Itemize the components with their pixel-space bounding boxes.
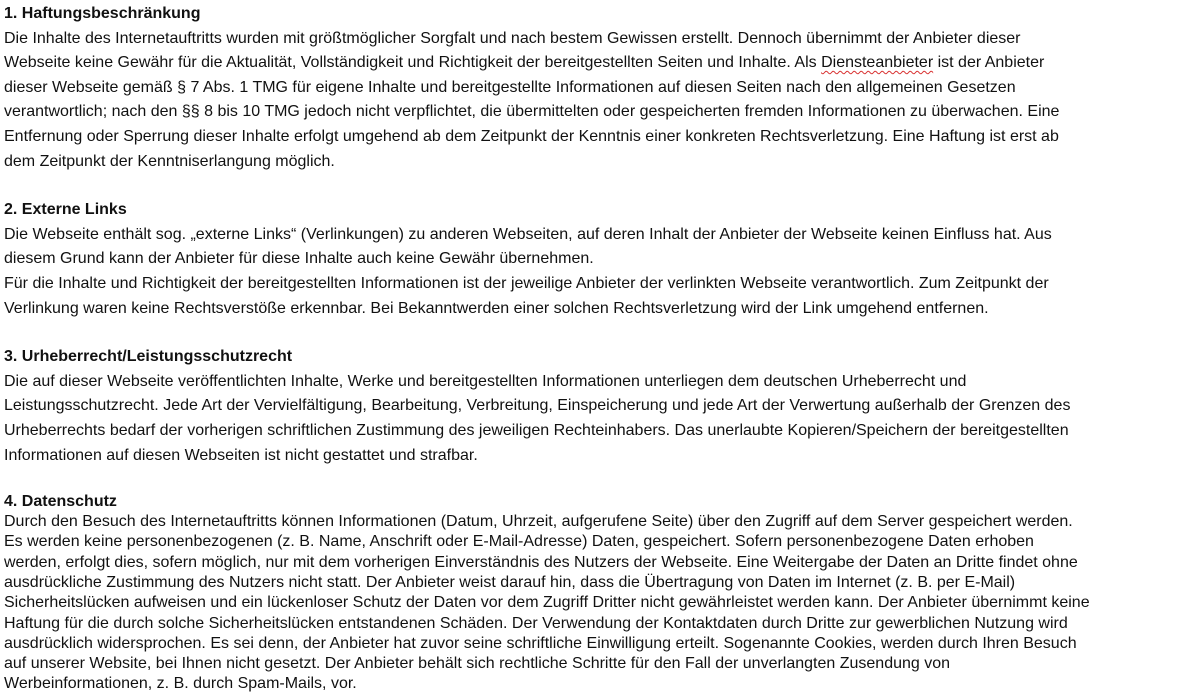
section-haftungsbeschraenkung bbox=[4, 0, 1196, 174]
section-heading: 2. Externe Links bbox=[4, 201, 127, 219]
section-urheberrecht bbox=[4, 345, 1196, 468]
text-line: Urheberrechts bedarf der vorherigen schriftlichen Zustimmung des jeweiligen Rechteinhabers. Das unerlaubte Kopieren/Speichern der bereitgestellten bbox=[4, 421, 1069, 439]
text-line: Sicherheitslücken aufweisen und ein lückenloser Schutz der Daten vor dem Zugriff Dritter nicht gewährleistet werden kann. Der Anbieter übernimmt keine bbox=[4, 594, 1090, 612]
text-line: dem Zeitpunkt der Kenntniserlangung möglich. bbox=[4, 152, 335, 170]
section-heading: 3. Urheberrecht/Leistungsschutzrecht bbox=[4, 348, 293, 366]
text-line: Leistungsschutzrecht. Jede Art der Vervielfältigung, Bearbeitung, Verbreitung, Einspeicherung und jede Art der Verwertung außerhalb der Grenzen des bbox=[4, 397, 1071, 415]
section-body bbox=[4, 223, 1196, 321]
spellcheck-word: Diensteanbieter bbox=[821, 54, 934, 72]
text-line: Die auf dieser Webseite veröffentlichten Inhalte, Werke und bereitgestellten Informationen unterliegen dem deutschen Urheberrecht und bbox=[4, 372, 967, 390]
text-fragment: ist der Anbieter bbox=[933, 54, 1045, 72]
text-line: werden, erfolgt dies, sofern möglich, nur mit dem vorherigen Einverständnis des Nutzers der Webseite. Eine Weitergabe der Daten an Dritte findet ohne bbox=[4, 553, 1078, 571]
text-line: diesem Grund kann der Anbieter für diese Inhalte auch keine Gewähr übernehmen. bbox=[4, 250, 594, 268]
text-line bbox=[4, 51, 1196, 76]
text-line: auf unserer Website, bei Ihnen nicht gesetzt. Der Anbieter behält sich rechtliche Schritte für den Fall der unverlangten Zusendung von bbox=[4, 655, 951, 673]
text-line: Haftung für die durch solche Sicherheitslücken entstandenen Schäden. Der Verwendung der Kontaktdaten durch Dritte zur gewerblichen Nutzung wird bbox=[4, 614, 1068, 632]
text-line: Durch den Besuch des Internetauftritts können Informationen (Datum, Uhrzeit, aufgerufene Seite) über den Zugriff auf dem Server gespeichert werden. bbox=[4, 513, 1073, 531]
text-line: Die Webseite enthält sog. „externe Links“ (Verlinkungen) zu anderen Webseiten, auf deren Inhalt der Anbieter der Webseite keinen Einfluss hat. Aus bbox=[4, 225, 1052, 243]
text-line: ausdrückliche Zustimmung des Nutzers nicht statt. Der Anbieter weist darauf hin, dass die Übertragung von Daten im Internet (z. B. per E-Mail) bbox=[4, 573, 1016, 591]
section-externe-links bbox=[4, 198, 1196, 321]
section-heading: 1. Haftungsbeschränkung bbox=[4, 5, 201, 22]
text-line: Es werden keine personenbezogenen (z. B. Name, Anschrift oder E-Mail-Adresse) Daten, gespeichert. Sofern personenbezogene Daten erhoben bbox=[4, 533, 1034, 551]
section-datenschutz bbox=[4, 492, 1196, 695]
text-line: Werbeinformationen, z. B. durch Spam-Mails, vor. bbox=[4, 675, 357, 693]
section-body bbox=[4, 27, 1196, 175]
text-line: Entfernung oder Sperrung dieser Inhalte erfolgt umgehend ab dem Zeitpunkt der Kenntnis einer konkreten Rechtsverletzung. Eine Haftung ist erst ab bbox=[4, 127, 1059, 145]
section-body bbox=[4, 370, 1196, 468]
text-line: dieser Webseite gemäß § 7 Abs. 1 TMG für eigene Inhalte und bereitgestellte Informationen auf diesen Seiten nach den allgemeinen Gesetzen bbox=[4, 78, 1016, 96]
text-line: verantwortlich; nach den §§ 8 bis 10 TMG jedoch nicht verpflichtet, die übermittelten oder gespeicherten fremden Informationen zu überwachen. Eine bbox=[4, 103, 1060, 121]
section-body bbox=[4, 512, 1196, 695]
section-heading: 4. Datenschutz bbox=[4, 493, 117, 511]
text-line: Die Inhalte des Internetauftritts wurden mit größtmöglicher Sorgfalt und nach bestem Gewissen erstellt. Dennoch übernimmt der Anbieter dieser bbox=[4, 29, 1021, 47]
text-line: Informationen auf diesen Webseiten ist nicht gestattet und strafbar. bbox=[4, 446, 478, 464]
text-line: Verlinkung waren keine Rechtsverstöße erkennbar. Bei Bekanntwerden einer solchen Rechtsverletzung wird der Link umgehend entfernen. bbox=[4, 299, 989, 317]
text-line: ausdrücklich widersprochen. Es sei denn, der Anbieter hat zuvor seine schriftliche Einwilligung erteilt. Sogenannte Cookies, werden durch Ihren Besuch bbox=[4, 634, 1077, 652]
text-fragment: Webseite keine Gewähr für die Aktualität, Vollständigkeit und Richtigkeit der bereitgestellten Seiten und Inhalte. Als bbox=[4, 54, 822, 72]
text-line: Für die Inhalte und Richtigkeit der bereitgestellten Informationen ist der jeweilige Anbieter der verlinkten Webseite verantwortlich. Zum Zeitpunkt der bbox=[4, 274, 1049, 292]
